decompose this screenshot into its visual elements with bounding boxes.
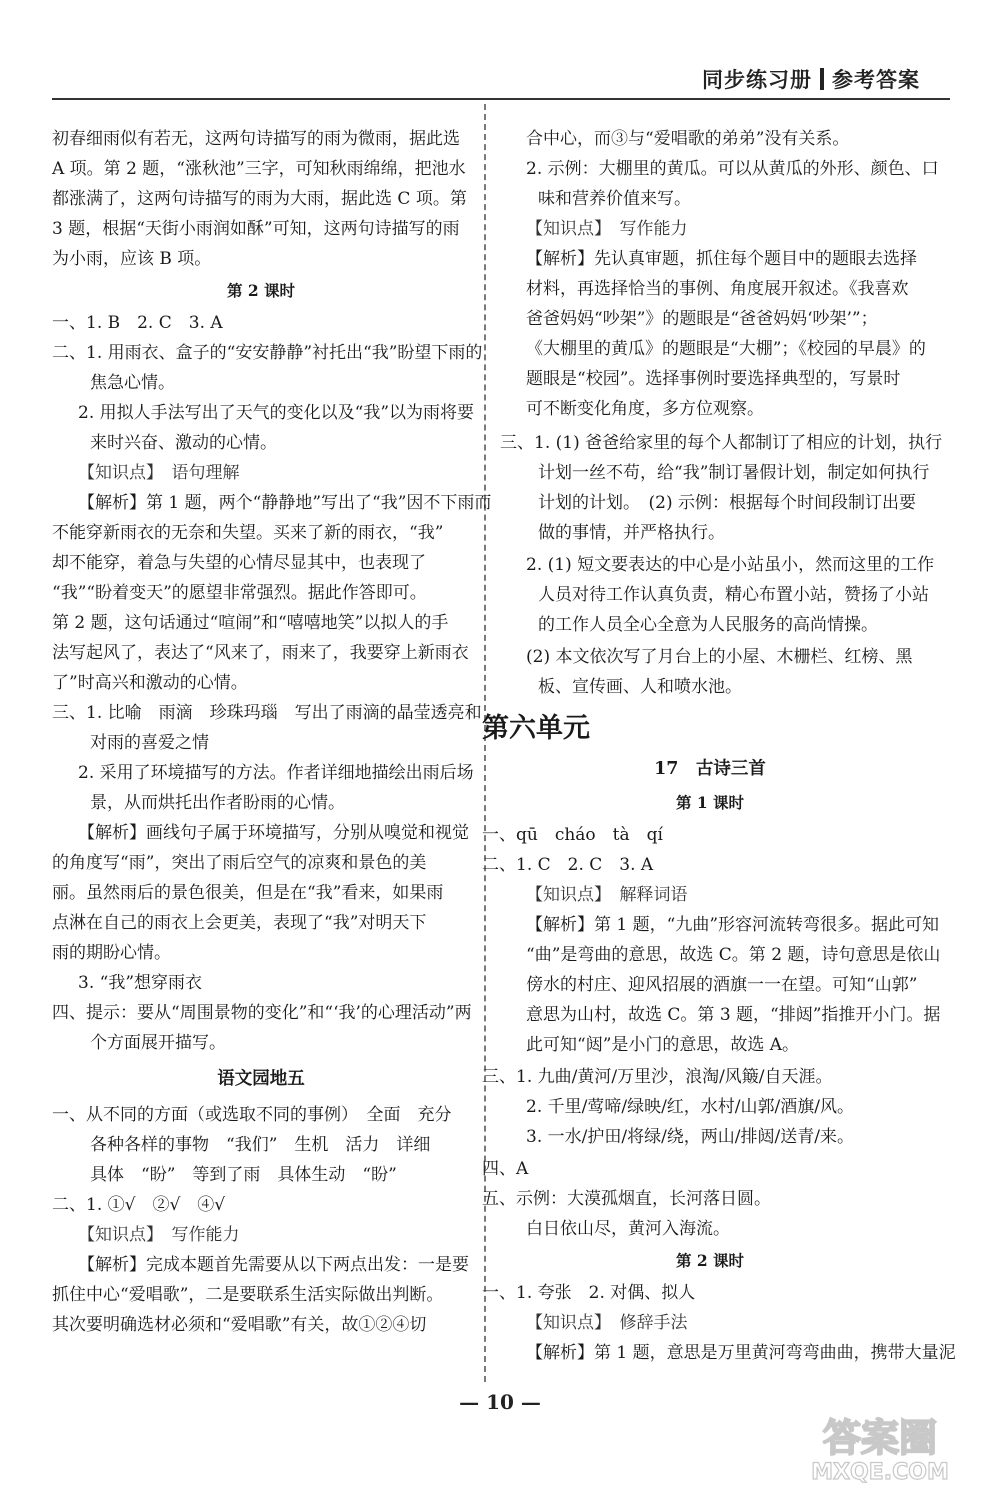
- analysis-line: 不能穿新雨衣的无奈和失望。买来了新的雨衣，“我”: [52, 523, 444, 543]
- answer-line: 二、1. C 2. C 3. A: [482, 855, 654, 875]
- analysis-line: 【解析】完成本题首先需要从以下两点出发：一是要: [78, 1255, 469, 1275]
- answer-line: 计划一丝不苟，给“我”制订暑假计划，制定如何执行: [538, 463, 930, 483]
- analysis-line: 抓住中心“爱唱歌”，二是要联系生活实际做出判断。: [52, 1285, 444, 1305]
- lesson-heading: 第 1 课时: [675, 793, 745, 812]
- answer-line: 2. 用拟人手法写出了天气的变化以及“我”以为雨将要: [78, 403, 475, 423]
- answer-line: 计划的计划。 (2) 示例：根据每个时间段制订出要: [538, 493, 916, 513]
- section-label: 参考答案: [832, 68, 920, 92]
- knowledge-point: 【知识点】 写作能力: [526, 219, 688, 239]
- analysis-line: 【解析】第 1 题，“九曲”形容河流转弯很多。据此可知: [526, 915, 940, 935]
- answer-line: 白日依山尽，黄河入海流。: [526, 1219, 730, 1239]
- analysis-line: 傍水的村庄、迎风招展的酒旗一一在望。可知“山郭”: [526, 975, 918, 995]
- watermark-sub-text: MXQE.COM: [811, 1460, 949, 1485]
- analysis-line: 此可知“闼”是小门的意思，故选 A。: [526, 1035, 800, 1055]
- analysis-line: 【解析】先认真审题，抓住每个题目中的题眼去选择: [526, 249, 917, 269]
- analysis-line: 可不断变化角度，多方位观察。: [526, 399, 764, 419]
- analysis-line: 雨的期盼心情。: [52, 943, 171, 963]
- answer-line: (2) 本文依次写了月台上的小屋、木栅栏、红榜、黑: [526, 647, 913, 667]
- page-header: [702, 64, 920, 94]
- lesson-heading: 第 2 课时: [675, 1251, 745, 1270]
- answer-line: 四、A: [482, 1159, 529, 1179]
- analysis-line: 题眼是“校园”。选择事例时要选择典型的，写景时: [526, 369, 901, 389]
- section-heading: 语文园地五: [217, 1069, 305, 1089]
- analysis-line: 丽。虽然雨后的景色很美，但是在“我”看来，如果雨: [52, 883, 444, 903]
- text-line: 都涨满了，这两句诗描写的雨为大雨，据此选 C 项。第: [52, 189, 467, 209]
- answer-line: 一、从不同的方面（或选取不同的事例） 全面 充分: [52, 1105, 452, 1125]
- analysis-line: 【解析】第 1 题，两个“静静地”写出了“我”因不下雨而: [78, 493, 492, 513]
- book-title: 同步练习册: [702, 68, 812, 92]
- answer-line: 三、1. 比喻 雨滴 珍珠玛瑙 写出了雨滴的晶莹透亮和: [52, 703, 482, 723]
- answer-line: 二、1. 用雨衣、盒子的“安安静静”衬托出“我”盼望下雨的: [52, 343, 483, 363]
- answer-line: 一、1. 夸张 2. 对偶、拟人: [482, 1283, 696, 1303]
- answer-line: 焦急心情。: [90, 373, 175, 393]
- answer-line: 五、示例：大漠孤烟直，长河落日圆。: [482, 1189, 771, 1209]
- answer-line: 个方面展开描写。: [90, 1033, 226, 1053]
- answer-line: 3. “我”想穿雨衣: [78, 973, 203, 993]
- page-number: — 10 —: [459, 1390, 541, 1414]
- analysis-line: 的角度写“雨”，突出了雨后空气的凉爽和景色的美: [52, 853, 427, 873]
- analysis-line: 法写起风了，表达了“风来了，雨来了，我要穿上新雨衣: [52, 643, 469, 663]
- unit-heading: 第六单元: [482, 713, 590, 744]
- answer-line: 3. 一水/护田/将绿/绕，两山/排闼/送青/来。: [526, 1127, 854, 1147]
- answer-line: 景，从而烘托出作者盼雨的心情。: [90, 793, 345, 813]
- header-rule: [52, 98, 950, 100]
- answer-line: 三、1. 九曲/黄河/万里沙，浪淘/风簸/自天涯。: [482, 1067, 833, 1087]
- analysis-line: “曲”是弯曲的意思，故选 C。第 2 题，诗句意思是依山: [526, 945, 941, 965]
- answer-line: 2. (1) 短文要表达的中心是小站虽小，然而这里的工作: [526, 555, 935, 575]
- answer-line: 二、1. ①√ ②√ ④√: [52, 1195, 226, 1215]
- lesson-title: 17 古诗三首: [654, 759, 766, 779]
- text-line: A 项。第 2 题，“涨秋池”三字，可知秋雨绵绵，把池水: [52, 159, 466, 179]
- analysis-line: 却不能穿，着急与失望的心情尽显其中，也表现了: [52, 553, 426, 573]
- header-divider: [820, 68, 824, 90]
- lesson-heading: 第 2 课时: [226, 281, 296, 300]
- analysis-line: 其次要明确选材必须和“爱唱歌”有关，故①②④切: [52, 1315, 427, 1335]
- watermark-logo: [780, 1407, 980, 1485]
- analysis-line: 【解析】第 1 题，意思是万里黄河弯弯曲曲，携带大量泥: [526, 1343, 956, 1363]
- answer-line: 一、1. B 2. C 3. A: [52, 313, 223, 333]
- analysis-line: 了”时高兴和激动的心情。: [52, 673, 248, 693]
- analysis-line: 合中心，而③与“爱唱歌的弟弟”没有关系。: [526, 129, 850, 149]
- knowledge-point: 【知识点】 修辞手法: [526, 1313, 688, 1333]
- answer-line: 人员对待工作认真负责，精心布置小站，赞扬了小站: [538, 585, 929, 605]
- knowledge-point: 【知识点】 写作能力: [78, 1225, 240, 1245]
- analysis-line: 点淋在自己的雨衣上会更美，表现了“我”对明天下: [52, 913, 427, 933]
- knowledge-point: 【知识点】 解释词语: [526, 885, 688, 905]
- text-line: 初春细雨似有若无，这两句诗描写的雨为微雨，据此选: [52, 129, 460, 149]
- answer-line: 板、宣传画、人和喷水池。: [538, 677, 742, 697]
- answer-line: 各种各样的事物 “我们” 生机 活力 详细: [90, 1135, 431, 1155]
- text-line: 为小雨，应该 B 项。: [52, 249, 212, 269]
- analysis-line: 《大棚里的黄瓜》的题眼是“大棚”；《校园的早晨》的: [526, 339, 926, 359]
- answer-line: 一、qū cháo tà qí: [482, 825, 663, 845]
- answer-line: 2. 示例：大棚里的黄瓜。可以从黄瓜的外形、颜色、口: [526, 159, 939, 179]
- analysis-line: 意思为山村，故选 C。第 3 题，“排闼”指推开小门。据: [526, 1005, 941, 1025]
- answer-line: 三、1. (1) 爸爸给家里的每个人都制订了相应的计划，执行: [500, 433, 943, 453]
- analysis-line: 材料，再选择恰当的事例、角度展开叙述。《我喜欢: [526, 279, 909, 299]
- analysis-line: 爸爸妈妈“吵架”》的题眼是“爸爸妈妈‘吵架’”；: [526, 309, 878, 329]
- answer-line: 具体 “盼” 等到了雨 具体生动 “盼”: [90, 1165, 397, 1185]
- analysis-line: “我”“盼着变天”的愿望非常强烈。据此作答即可。: [52, 583, 427, 603]
- answer-line: 对雨的喜爱之情: [90, 733, 209, 753]
- analysis-line: 【解析】画线句子属于环境描写，分别从嗅觉和视觉: [78, 823, 469, 843]
- answer-line: 四、提示：要从“周围景物的变化”和“‘我’的心理活动”两: [52, 1003, 472, 1023]
- answer-line: 2. 千里/莺啼/绿映/红，水村/山郭/酒旗/风。: [526, 1097, 854, 1117]
- answer-line: 做的事情，并严格执行。: [538, 523, 725, 543]
- answer-line: 来时兴奋、激动的心情。: [90, 433, 277, 453]
- text-line: 3 题，根据“天街小雨润如酥”可知，这两句诗描写的雨: [52, 219, 460, 239]
- answer-line: 的工作人员全心全意为人民服务的高尚情操。: [538, 615, 878, 635]
- watermark-main-text: 答案圈: [822, 1416, 938, 1460]
- analysis-line: 第 2 题，这句话通过“喧闹”和“嘻嘻地笑”以拟人的手: [52, 613, 449, 633]
- answer-line: 2. 采用了环境描写的方法。作者详细地描绘出雨后场: [78, 763, 474, 783]
- answer-line: 味和营养价值来写。: [538, 189, 691, 209]
- knowledge-point: 【知识点】 语句理解: [78, 463, 240, 483]
